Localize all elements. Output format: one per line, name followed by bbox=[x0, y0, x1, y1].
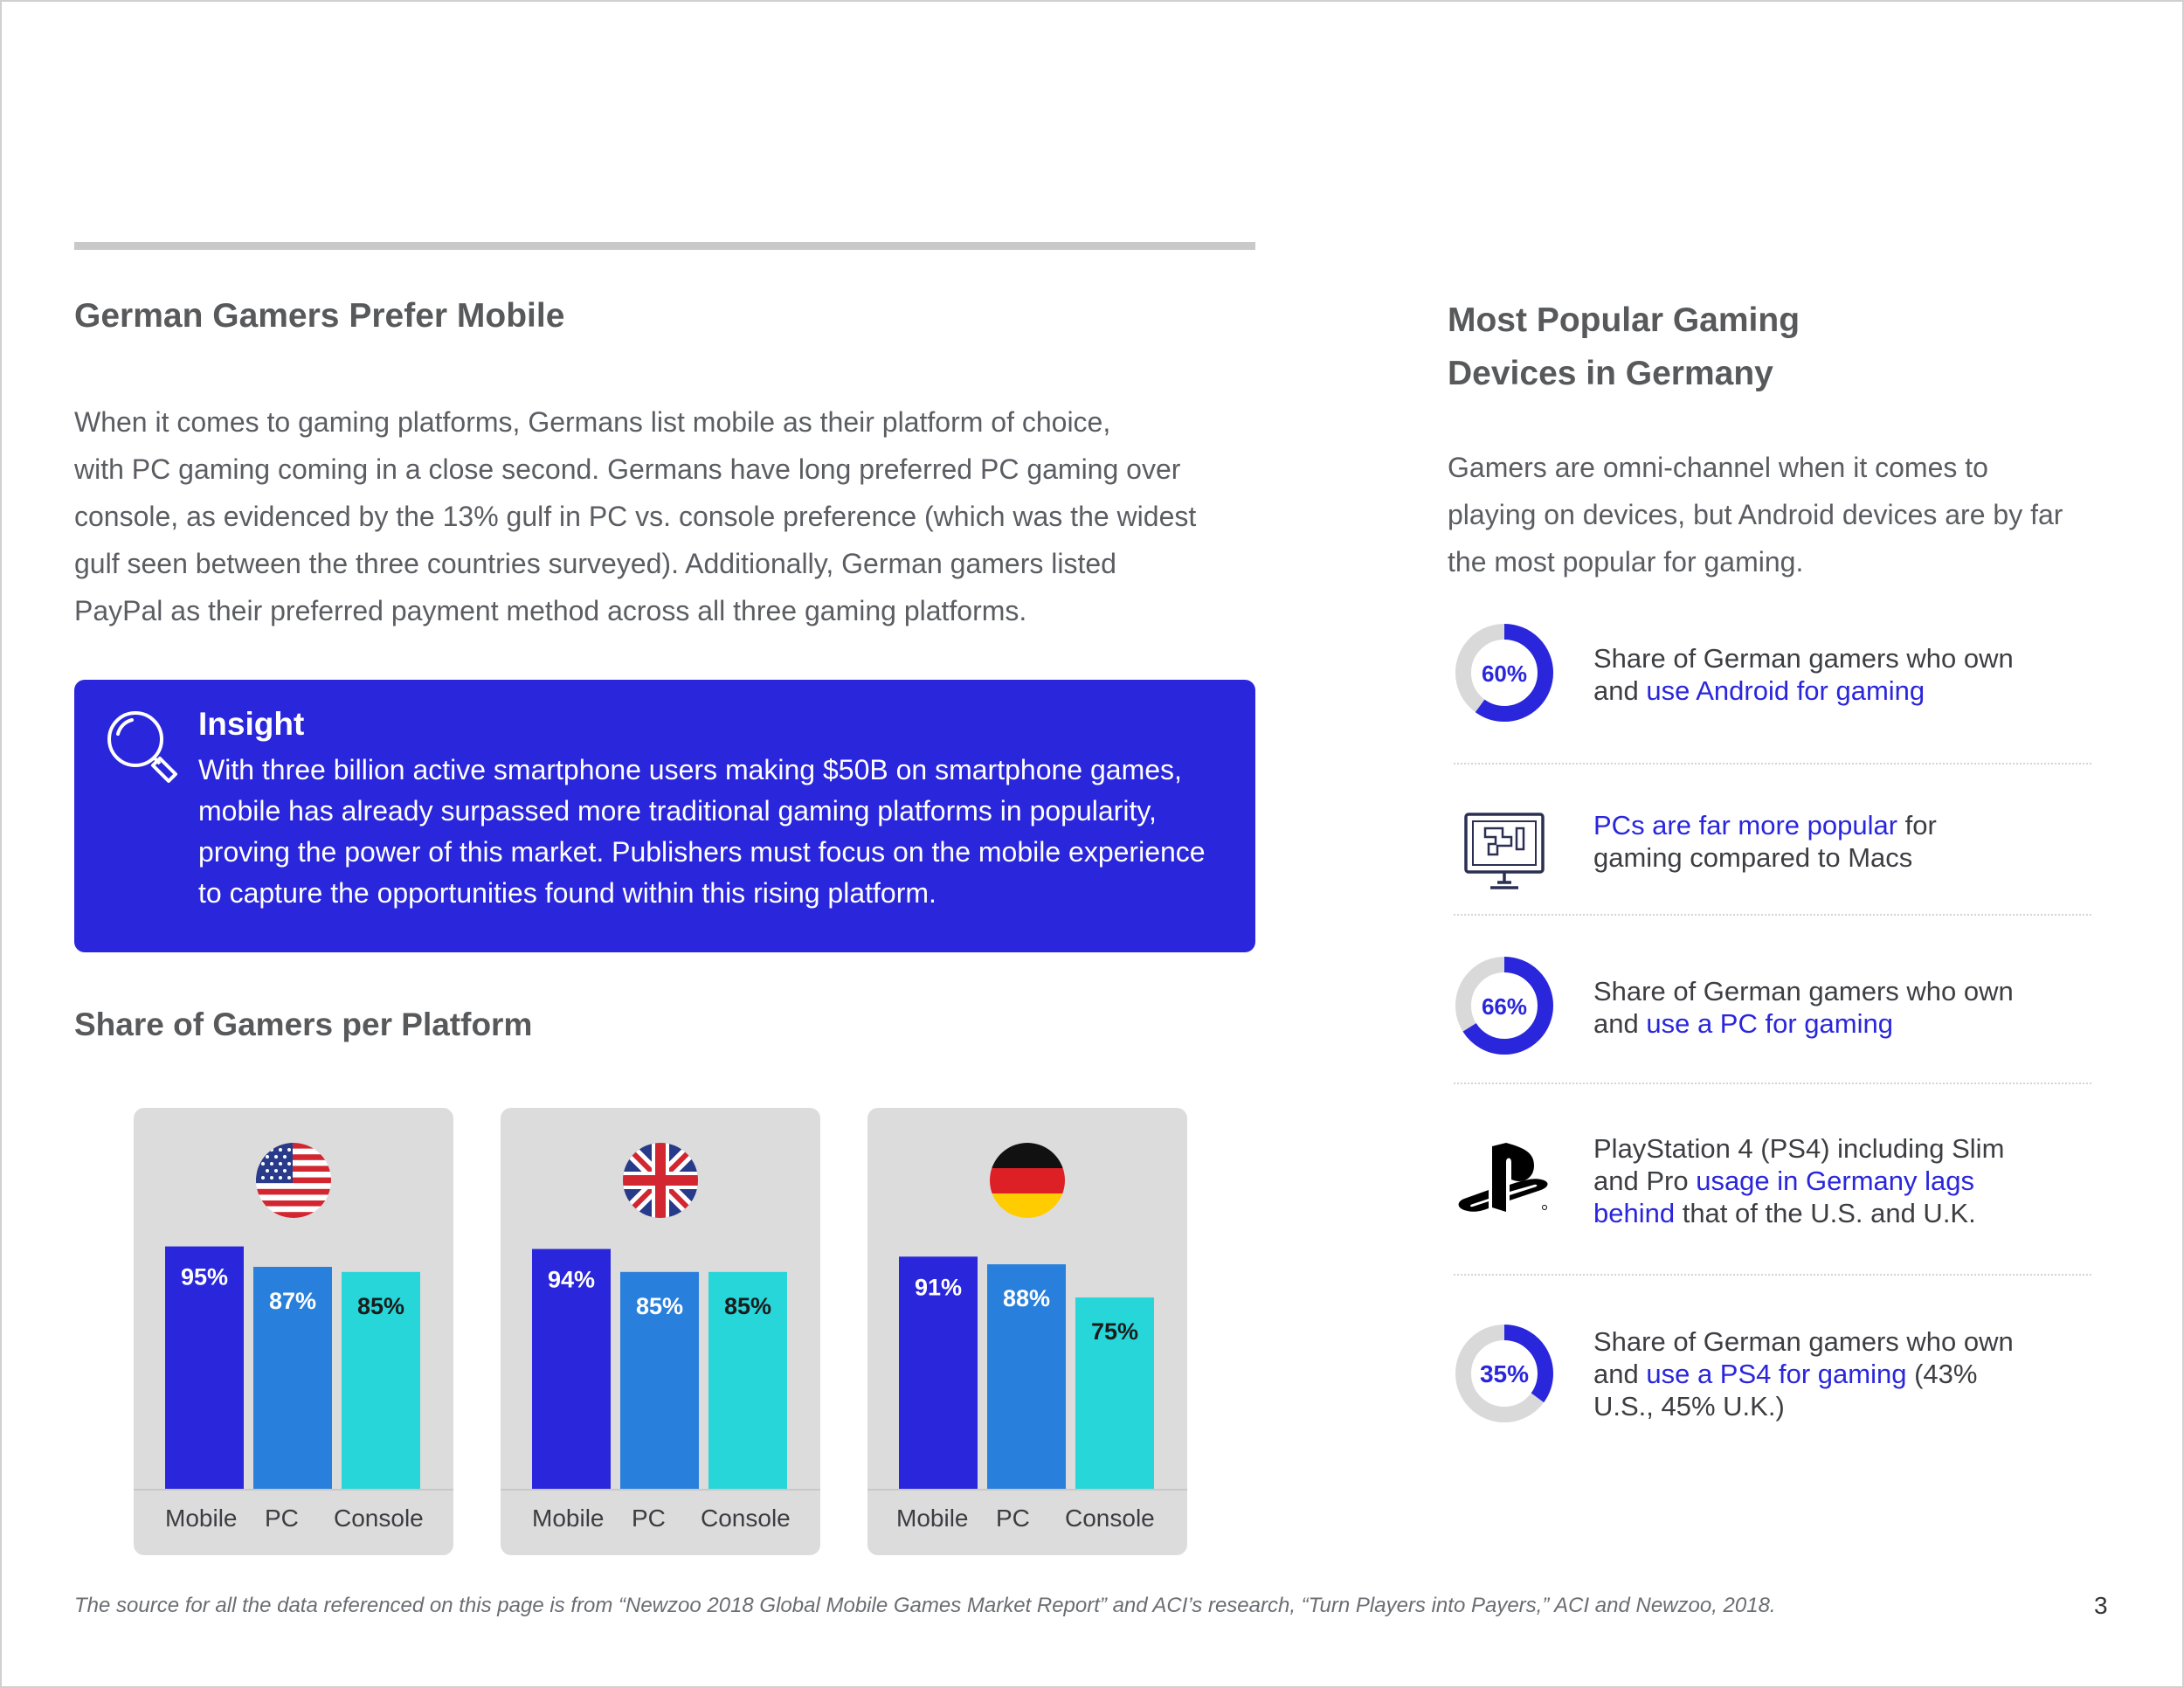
stat-highlight: use a PS4 for gaming bbox=[1646, 1359, 1907, 1389]
bar-value-label: 95% bbox=[180, 1263, 229, 1290]
pc-monitor-icon bbox=[1454, 802, 1555, 903]
stat-highlight: usage in Germany lags bbox=[1696, 1166, 1974, 1196]
bar-chart bbox=[501, 1108, 820, 1555]
category-label: Console bbox=[701, 1505, 791, 1532]
chart-card-germany bbox=[867, 1108, 1187, 1555]
intro-paragraph bbox=[74, 398, 1262, 634]
source-footnote: The source for all the data referenced on this page is from “Newzoo 2018 Global Mobile Games Market Report” and ACI’s research, “Turn Players into Payers,” ACI and Newzoo, 2018. bbox=[74, 1594, 1776, 1617]
bar-chart bbox=[134, 1108, 453, 1555]
section-heading: German Gamers Prefer Mobile bbox=[74, 297, 565, 335]
donut-label: 35% bbox=[1479, 1360, 1530, 1387]
stat-pc-ownership bbox=[1593, 975, 2118, 1040]
bar-chart bbox=[867, 1108, 1187, 1555]
category-label: Mobile bbox=[896, 1505, 969, 1532]
magnifier-icon bbox=[99, 704, 186, 792]
stat-text: for bbox=[1897, 810, 1937, 841]
paragraph-line: gulf seen between the three countries surveyed). Additionally, German gamers listed bbox=[74, 548, 1116, 579]
stat-text: and bbox=[1593, 1359, 1647, 1389]
heading-line: Most Popular Gaming bbox=[1448, 301, 1800, 339]
bar-value-label: 94% bbox=[547, 1266, 596, 1293]
stat-line bbox=[1593, 1007, 2118, 1040]
stat-line: gaming compared to Macs bbox=[1593, 842, 1913, 873]
paragraph-line: console, as evidenced by the 13% gulf in PC vs. console preference (which was the widest bbox=[74, 501, 1197, 532]
category-label: PC bbox=[265, 1505, 299, 1532]
insight-line: With three billion active smartphone users making $50B on smartphone games, bbox=[198, 754, 1182, 785]
paragraph-line: Gamers are omni-channel when it comes to bbox=[1448, 452, 1988, 483]
stat-ps4-ownership bbox=[1593, 1325, 2118, 1422]
category-label: PC bbox=[632, 1505, 666, 1532]
donut-66-icon bbox=[1454, 955, 1555, 1056]
stat-android bbox=[1593, 642, 2118, 707]
category-label: PC bbox=[996, 1505, 1030, 1532]
stat-highlight: behind bbox=[1593, 1198, 1676, 1228]
stat-text: (43% bbox=[1906, 1359, 1978, 1389]
stat-line: Share of German gamers who own bbox=[1593, 643, 2014, 674]
heading-line: Devices in Germany bbox=[1448, 355, 1773, 392]
bar-value-label: 91% bbox=[914, 1274, 963, 1301]
paragraph-line: When it comes to gaming platforms, Germans list mobile as their platform of choice, bbox=[74, 406, 1111, 438]
stat-line bbox=[1593, 675, 2118, 707]
category-label: Console bbox=[334, 1505, 424, 1532]
insight-line: to capture the opportunities found within this rising platform. bbox=[198, 877, 936, 909]
stat-line bbox=[1593, 1197, 2118, 1229]
bar-value-label: 75% bbox=[1090, 1318, 1139, 1345]
donut-label: 60% bbox=[1481, 661, 1528, 687]
insight-box bbox=[74, 680, 1255, 952]
bar-value-label: 88% bbox=[1002, 1285, 1051, 1312]
stat-line bbox=[1593, 809, 2118, 841]
stat-line: PlayStation 4 (PS4) including Slim bbox=[1593, 1133, 2005, 1164]
insight-line: proving the power of this market. Publishers must focus on the mobile experience bbox=[198, 836, 1206, 868]
paragraph-line: PayPal as their preferred payment method across all three gaming platforms. bbox=[74, 595, 1027, 626]
category-label: Mobile bbox=[165, 1505, 238, 1532]
stat-highlight: PCs are far more popular bbox=[1593, 810, 1898, 841]
category-label: Console bbox=[1065, 1505, 1155, 1532]
stat-line: U.S., 45% U.K.) bbox=[1593, 1391, 1785, 1422]
category-label: Mobile bbox=[532, 1505, 605, 1532]
paragraph-line: the most popular for gaming. bbox=[1448, 546, 1804, 578]
divider bbox=[1454, 1083, 2091, 1084]
donut-35-icon bbox=[1454, 1323, 1555, 1424]
stat-line bbox=[1593, 1165, 2118, 1197]
insight-title: Insight bbox=[198, 706, 305, 742]
donut-60-icon bbox=[1454, 622, 1555, 723]
paragraph-line: with PC gaming coming in a close second. Germans have long preferred PC gaming over bbox=[74, 453, 1181, 485]
donut-label: 66% bbox=[1481, 993, 1528, 1020]
stat-ps4-usage bbox=[1593, 1132, 2118, 1229]
divider bbox=[1454, 763, 2091, 764]
divider bbox=[1454, 914, 2091, 916]
bar-value-label: 85% bbox=[356, 1292, 405, 1319]
chart-card-us bbox=[134, 1108, 453, 1555]
stat-pc-popularity bbox=[1593, 809, 2118, 874]
top-rule bbox=[74, 242, 1255, 250]
stat-text: that of the U.S. and U.K. bbox=[1675, 1198, 1976, 1228]
stat-line: Share of German gamers who own bbox=[1593, 976, 2014, 1007]
sidebar-paragraph bbox=[1448, 444, 2138, 585]
bar-value-label: 85% bbox=[723, 1292, 772, 1319]
bar-value-label: 85% bbox=[635, 1292, 684, 1319]
chart-card-uk bbox=[501, 1108, 820, 1555]
stat-text: and Pro bbox=[1593, 1166, 1697, 1196]
insight-line: mobile has already surpassed more traditional gaming platforms in popularity, bbox=[198, 795, 1157, 827]
stat-line: Share of German gamers who own bbox=[1593, 1326, 2014, 1357]
bar-value-label: 87% bbox=[268, 1287, 317, 1314]
paragraph-line: playing on devices, but Android devices are by far bbox=[1448, 499, 2063, 530]
divider bbox=[1454, 1274, 2091, 1276]
stat-highlight: use a PC for gaming bbox=[1646, 1008, 1893, 1039]
sidebar-heading bbox=[1448, 294, 1800, 400]
stat-line bbox=[1593, 1358, 2118, 1390]
playstation-logo-icon bbox=[1454, 1127, 1555, 1228]
stat-text: and bbox=[1593, 1008, 1647, 1039]
stat-highlight: use Android for gaming bbox=[1646, 675, 1925, 706]
chart-heading: Share of Gamers per Platform bbox=[74, 1007, 533, 1042]
stat-text: and bbox=[1593, 675, 1647, 706]
insight-text bbox=[198, 750, 1229, 914]
page-number: 3 bbox=[2094, 1592, 2108, 1619]
